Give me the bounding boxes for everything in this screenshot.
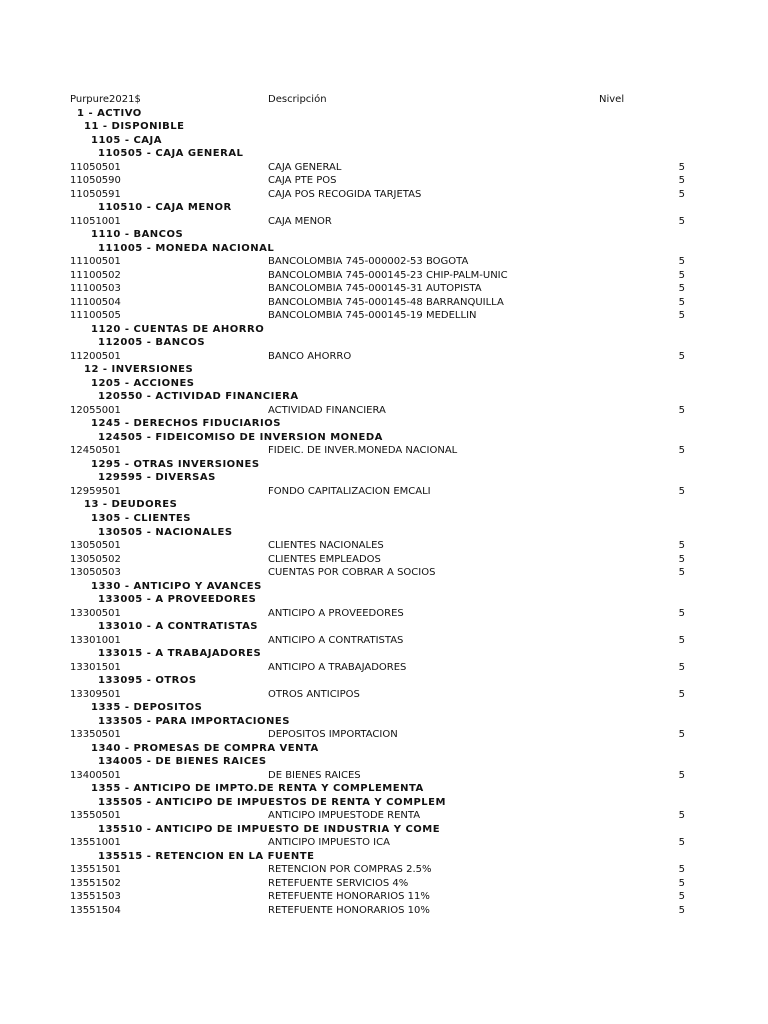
account-row — [0, 688, 768, 702]
group-label: 1110 - BANCOS — [91, 229, 184, 241]
account-description: ANTICIPO A TRABAJADORES — [268, 661, 407, 673]
account-description: BANCOLOMBIA 745-000145-23 CHIP-PALM-UNIC — [268, 269, 508, 281]
header-level: Nivel — [599, 94, 625, 105]
account-row — [0, 566, 768, 580]
account-code: 13350501 — [70, 729, 121, 741]
group-label: 135510 - ANTICIPO DE IMPUESTO DE INDUSTRIA Y COME — [98, 823, 441, 835]
account-code: 11100505 — [70, 310, 121, 322]
group-row — [0, 755, 768, 769]
group-label: 133010 - A CONTRATISTAS — [98, 621, 259, 633]
account-code: 13300501 — [70, 607, 121, 619]
account-row — [0, 485, 768, 499]
account-description: FONDO CAPITALIZACION EMCALI — [268, 485, 431, 497]
account-level: 5 — [678, 607, 685, 619]
group-label: 1330 - ANTICIPO Y AVANCES — [91, 580, 262, 592]
group-label: 124505 - FIDEICOMISO DE INVERSION MONEDA — [98, 431, 383, 443]
account-row — [0, 553, 768, 567]
group-label: 1295 - OTRAS INVERSIONES — [91, 458, 260, 470]
account-row — [0, 539, 768, 553]
account-level: 5 — [678, 729, 685, 741]
header-code: Purpure2021$ — [70, 94, 141, 105]
account-code: 12959501 — [70, 485, 121, 497]
group-row — [0, 715, 768, 729]
account-description: BANCOLOMBIA 745-000145-19 MEDELLIN — [268, 310, 477, 322]
account-level: 5 — [678, 661, 685, 673]
account-level: 5 — [678, 296, 685, 308]
account-level: 5 — [678, 310, 685, 322]
account-code: 11100503 — [70, 283, 121, 295]
account-code: 11100502 — [70, 269, 121, 281]
account-level: 5 — [678, 891, 685, 903]
account-row — [0, 282, 768, 296]
account-level: 5 — [678, 837, 685, 849]
account-code: 11050501 — [70, 161, 121, 173]
account-level: 5 — [678, 688, 685, 700]
account-level: 5 — [678, 904, 685, 916]
account-row — [0, 188, 768, 202]
group-row — [0, 417, 768, 431]
group-row — [0, 674, 768, 688]
account-code: 13301001 — [70, 634, 121, 646]
group-label: 110510 - CAJA MENOR — [98, 202, 232, 214]
account-level: 5 — [678, 810, 685, 822]
account-description: CAJA MENOR — [268, 215, 332, 227]
account-code: 13551504 — [70, 904, 121, 916]
account-level: 5 — [678, 256, 685, 268]
account-code: 13050503 — [70, 567, 121, 579]
group-row — [0, 134, 768, 148]
group-row — [0, 120, 768, 134]
account-row — [0, 215, 768, 229]
account-row — [0, 809, 768, 823]
chart-of-accounts-sheet — [0, 93, 768, 917]
account-code: 13400501 — [70, 769, 121, 781]
account-description: RETEFUENTE HONORARIOS 10% — [268, 904, 430, 916]
group-row — [0, 701, 768, 715]
account-row — [0, 890, 768, 904]
group-label: 135505 - ANTICIPO DE IMPUESTOS DE RENTA Y COMPLEM — [98, 796, 446, 808]
group-row — [0, 377, 768, 391]
account-description: FIDEIC. DE INVER.MONEDA NACIONAL — [268, 445, 458, 457]
account-level: 5 — [678, 864, 685, 876]
group-label: 120550 - ACTIVIDAD FINANCIERA — [98, 391, 299, 403]
account-row — [0, 174, 768, 188]
account-level: 5 — [678, 877, 685, 889]
account-description: CLIENTES NACIONALES — [268, 540, 384, 552]
group-row — [0, 228, 768, 242]
group-row — [0, 107, 768, 121]
group-label: 1 - ACTIVO — [77, 107, 142, 119]
account-row — [0, 309, 768, 323]
group-label: 1340 - PROMESAS DE COMPRA VENTA — [91, 742, 319, 754]
account-row — [0, 269, 768, 283]
account-description: RETEFUENTE HONORARIOS 11% — [268, 891, 430, 903]
group-label: 1305 - CLIENTES — [91, 512, 191, 524]
account-level: 5 — [678, 188, 685, 200]
account-level: 5 — [678, 540, 685, 552]
header-description: Descripción — [268, 94, 327, 105]
account-code: 12450501 — [70, 445, 121, 457]
account-code: 13551502 — [70, 877, 121, 889]
group-row — [0, 526, 768, 540]
group-label: 133015 - A TRABAJADORES — [98, 648, 262, 660]
account-code: 13050501 — [70, 540, 121, 552]
account-row — [0, 607, 768, 621]
account-code: 11051001 — [70, 215, 121, 227]
group-label: 134005 - DE BIENES RAICES — [98, 756, 267, 768]
group-label: 1245 - DERECHOS FIDUCIARIOS — [91, 418, 281, 430]
group-row — [0, 620, 768, 634]
account-row — [0, 634, 768, 648]
group-label: 1120 - CUENTAS DE AHORRO — [91, 323, 265, 335]
account-code: 13551001 — [70, 837, 121, 849]
account-level: 5 — [678, 215, 685, 227]
account-code: 13550501 — [70, 810, 121, 822]
account-row — [0, 350, 768, 364]
account-level: 5 — [678, 175, 685, 187]
account-rows — [0, 107, 768, 918]
account-code: 11050590 — [70, 175, 121, 187]
account-level: 5 — [678, 350, 685, 362]
group-row — [0, 850, 768, 864]
account-code: 12055001 — [70, 404, 121, 416]
account-row — [0, 255, 768, 269]
account-row — [0, 444, 768, 458]
account-description: DEPOSITOS IMPORTACION — [268, 729, 398, 741]
account-description: BANCOLOMBIA 745-000145-48 BARRANQUILLA — [268, 296, 504, 308]
account-code: 13050502 — [70, 553, 121, 565]
account-code: 11200501 — [70, 350, 121, 362]
account-level: 5 — [678, 634, 685, 646]
group-row — [0, 796, 768, 810]
group-row — [0, 201, 768, 215]
group-row — [0, 471, 768, 485]
group-label: 110505 - CAJA GENERAL — [98, 148, 244, 160]
account-level: 5 — [678, 769, 685, 781]
group-row — [0, 498, 768, 512]
account-row — [0, 728, 768, 742]
account-description: CLIENTES EMPLEADOS — [268, 553, 381, 565]
group-row — [0, 823, 768, 837]
account-description: BANCO AHORRO — [268, 350, 352, 362]
group-row — [0, 363, 768, 377]
account-description: CAJA POS RECOGIDA TARJETAS — [268, 188, 422, 200]
account-description: BANCOLOMBIA 745-000145-31 AUTOPISTA — [268, 283, 482, 295]
group-label: 133505 - PARA IMPORTACIONES — [98, 715, 290, 727]
group-label: 112005 - BANCOS — [98, 337, 206, 349]
group-label: 129595 - DIVERSAS — [98, 472, 216, 484]
account-level: 5 — [678, 283, 685, 295]
account-description: ANTICIPO IMPUESTO ICA — [268, 837, 390, 849]
header-row — [0, 93, 768, 107]
group-label: 130505 - NACIONALES — [98, 526, 233, 538]
account-description: RETENCION POR COMPRAS 2.5% — [268, 864, 432, 876]
account-description: RETEFUENTE SERVICIOS 4% — [268, 877, 409, 889]
group-row — [0, 782, 768, 796]
group-label: 11 - DISPONIBLE — [84, 121, 185, 133]
account-description: OTROS ANTICIPOS — [268, 688, 360, 700]
group-row — [0, 390, 768, 404]
group-label: 13 - DEUDORES — [84, 499, 178, 511]
account-level: 5 — [678, 269, 685, 281]
group-row — [0, 458, 768, 472]
group-row — [0, 336, 768, 350]
group-label: 1105 - CAJA — [91, 134, 162, 146]
account-description: BANCOLOMBIA 745-000002-53 BOGOTA — [268, 256, 469, 268]
account-description: CUENTAS POR COBRAR A SOCIOS — [268, 567, 436, 579]
account-description: DE BIENES RAICES — [268, 769, 361, 781]
account-level: 5 — [678, 161, 685, 173]
group-label: 111005 - MONEDA NACIONAL — [98, 242, 275, 254]
group-row — [0, 431, 768, 445]
group-row — [0, 580, 768, 594]
account-row — [0, 404, 768, 418]
group-row — [0, 742, 768, 756]
account-row — [0, 836, 768, 850]
group-row — [0, 593, 768, 607]
group-label: 135515 - RETENCION EN LA FUENTE — [98, 850, 315, 862]
group-label: 133095 - OTROS — [98, 675, 197, 687]
group-label: 1355 - ANTICIPO DE IMPTO.DE RENTA Y COMPLEMENTA — [91, 783, 424, 795]
account-row — [0, 863, 768, 877]
account-description: ANTICIPO A CONTRATISTAS — [268, 634, 404, 646]
account-level: 5 — [678, 567, 685, 579]
account-level: 5 — [678, 485, 685, 497]
account-code: 11100504 — [70, 296, 121, 308]
account-row — [0, 904, 768, 918]
group-label: 12 - INVERSIONES — [84, 364, 194, 376]
account-row — [0, 769, 768, 783]
account-description: CAJA PTE POS — [268, 175, 337, 187]
account-level: 5 — [678, 553, 685, 565]
account-row — [0, 161, 768, 175]
group-row — [0, 647, 768, 661]
group-row — [0, 323, 768, 337]
account-code: 11050591 — [70, 188, 121, 200]
account-code: 11100501 — [70, 256, 121, 268]
group-row — [0, 512, 768, 526]
account-code: 13551501 — [70, 864, 121, 876]
account-level: 5 — [678, 445, 685, 457]
account-level: 5 — [678, 404, 685, 416]
account-code: 13309501 — [70, 688, 121, 700]
group-label: 1205 - ACCIONES — [91, 377, 195, 389]
group-row — [0, 242, 768, 256]
account-description: ANTICIPO A PROVEEDORES — [268, 607, 404, 619]
group-label: 133005 - A PROVEEDORES — [98, 594, 257, 606]
account-code: 13301501 — [70, 661, 121, 673]
group-row — [0, 147, 768, 161]
group-label: 1335 - DEPOSITOS — [91, 702, 203, 714]
account-description: ANTICIPO IMPUESTODE RENTA — [268, 810, 421, 822]
account-row — [0, 661, 768, 675]
account-row — [0, 296, 768, 310]
account-row — [0, 877, 768, 891]
account-description: CAJA GENERAL — [268, 161, 342, 173]
account-code: 13551503 — [70, 891, 121, 903]
account-description: ACTIVIDAD FINANCIERA — [268, 404, 386, 416]
